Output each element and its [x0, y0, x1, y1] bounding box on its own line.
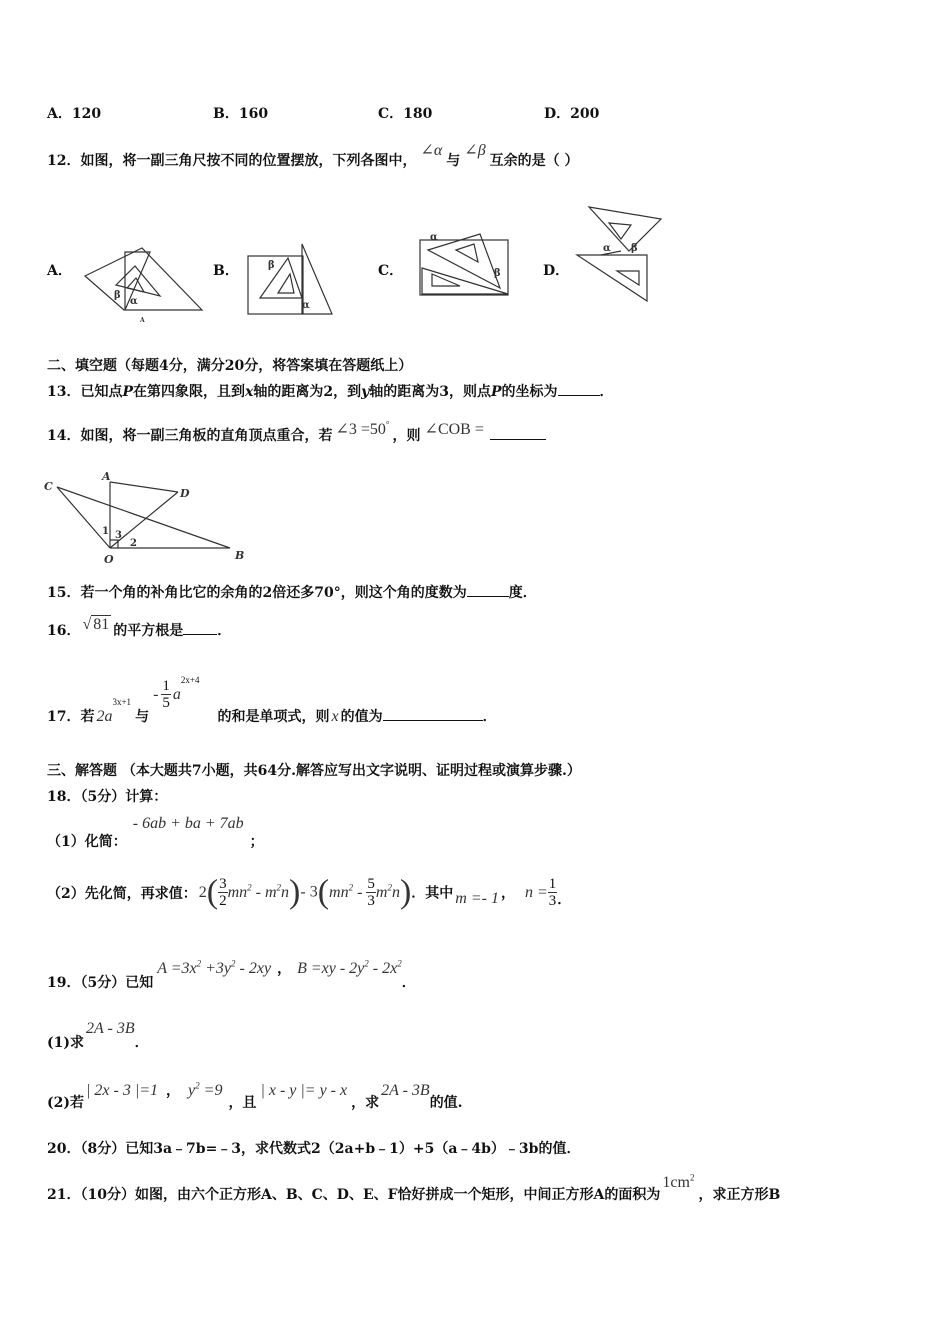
q19-and: ，且: [228, 1095, 257, 1111]
q18-frac2: [366, 876, 376, 909]
q18-mn: mn: [227, 884, 248, 902]
question-19-part2: [47, 1080, 463, 1114]
q17-term1: 2a: [96, 707, 113, 725]
q15-answer-blank[interactable]: [467, 582, 509, 597]
q13-end: ．: [599, 384, 614, 400]
q12-stem-end: 互余的是（ ）: [489, 153, 579, 169]
q19-p2-end: 的值.: [429, 1095, 463, 1111]
fig-c-alpha: α: [430, 232, 438, 243]
question-18-part1: [47, 815, 264, 855]
q19-p2-expression: 2A - 3B: [381, 1082, 430, 1099]
q16-radicand: 81: [93, 616, 110, 633]
q14-angle3-value: ∠3 =50: [335, 421, 386, 438]
fig14-line-ad: [110, 482, 178, 492]
q19-abs2: | x - y |= y - x: [260, 1082, 348, 1099]
q14-degree: °: [385, 419, 390, 430]
fig14-label-1: 1: [102, 526, 109, 537]
q19-sq-5: 2: [195, 1080, 200, 1091]
q17-frac-num: 1: [162, 678, 170, 694]
option-d: D．200: [544, 106, 600, 122]
q17-text: 的和是单项式，则: [217, 708, 330, 725]
q19-p1-label: (1)求: [47, 1035, 84, 1051]
q19-b-2: - 2x: [368, 960, 398, 977]
q18-sq-3: 2: [348, 882, 354, 893]
fig-a-dot: A: [140, 317, 145, 324]
fig-b-beta: β: [268, 260, 275, 271]
figure-12d: [575, 205, 665, 305]
q18-p1-label: （1）化简：: [47, 834, 127, 850]
q19-sq-1: 2: [196, 958, 202, 969]
q18-paren-close-1: ): [289, 873, 301, 911]
fig-b-triangle-2: [260, 258, 302, 298]
fig-b-alpha: α: [302, 300, 310, 311]
question-18-title: 18．（5分）计算：: [47, 789, 168, 805]
q19-y: y: [188, 1082, 196, 1099]
q18-frac1: [218, 876, 228, 909]
fig-a-triangle-1: [85, 248, 202, 310]
q13-x: x: [245, 384, 254, 400]
q19-a-expression: [157, 960, 271, 977]
q18-frac1-num: 3: [219, 876, 227, 892]
q17-end: ．: [482, 708, 497, 725]
q21-sq: 2: [689, 1172, 695, 1183]
q17-answer-blank[interactable]: [383, 706, 483, 721]
q18-paren-open-1: (: [206, 873, 219, 911]
question-13: [47, 381, 614, 401]
q13-y: y: [361, 384, 370, 400]
q16-end: ．: [217, 623, 232, 639]
q19-sq-4: 2: [397, 958, 402, 969]
option-b: B．160: [213, 106, 269, 122]
q21-text-b: ，求正方形B: [698, 1187, 781, 1203]
q19-find: ，求: [351, 1095, 380, 1111]
question-20: 20．（8分）已知3a﹣7b=﹣3，求代数式2（2a+b﹣1）+5（a﹣4b）﹣3b的值．: [47, 1141, 581, 1157]
q18-frac2-den: 3: [367, 893, 375, 909]
q18-term-mn2-b: [329, 884, 366, 901]
q18-n-eq: n =: [524, 883, 548, 901]
q17-text-b: 的值为: [340, 708, 383, 725]
figure-12a: [80, 240, 210, 325]
q12-stem: 12．如图，将一副三角尺按不同的位置摆放，下列各图中，: [47, 153, 417, 169]
fig-a-beta: β: [114, 290, 121, 301]
q13-text-d: 轴的距离为3，则点: [369, 384, 492, 400]
q19-comma-1: ，: [166, 1083, 181, 1099]
q18-where: ．其中: [411, 885, 454, 902]
question-18-part2: [47, 873, 572, 926]
fig-label-c: C．: [378, 263, 404, 279]
q14-answer-blank[interactable]: [490, 425, 546, 440]
q13-answer-blank[interactable]: [558, 381, 600, 396]
fig14-label-3: 3: [115, 530, 122, 541]
q18-term-m2n: [376, 884, 400, 901]
q19-a-2: +3y: [201, 960, 232, 977]
fig-b-inner: [278, 274, 294, 293]
q18-p1-expression: - 6ab + ba + 7ab: [132, 815, 244, 832]
question-15: [47, 582, 537, 602]
figure-14: [40, 468, 255, 568]
q17-a: a: [172, 685, 181, 703]
figure-12b: [240, 238, 336, 320]
question-19-part1: [47, 1018, 149, 1052]
fig-d-triangle-2: [577, 255, 647, 301]
q18-p1-end: ；: [249, 834, 264, 850]
q18-sq-2: 2: [276, 882, 282, 893]
q16-text: 的平方根是: [113, 623, 184, 639]
q17-frac-den: 5: [162, 695, 170, 711]
q15-text-a: 15．若一个角的补角比它的余角的2倍还多70°，则这个角的度数为: [47, 585, 467, 601]
q18-p2-label: （2）先化简，再求值：: [47, 885, 197, 902]
q18-p2-coef: 2: [198, 883, 207, 901]
q19-sq-3: 2: [364, 958, 369, 969]
q18-minus3: - 3: [300, 883, 318, 901]
question-19: [47, 958, 416, 992]
q18-n-frac-num: 1: [548, 876, 557, 892]
angle-alpha: ∠α: [420, 142, 443, 159]
q18-m: - m: [251, 884, 277, 902]
q18-end: ．: [557, 891, 572, 908]
q21-unit: 1cm: [662, 1174, 690, 1191]
q17-exponent2: 2x+4: [180, 674, 200, 685]
q18-frac1-den: 2: [219, 893, 227, 909]
q18-sq-4: 2: [387, 882, 392, 893]
q18-n-frac: [548, 876, 558, 909]
q15-text-b: 度．: [508, 585, 537, 601]
q19-y-value: =9: [199, 1082, 223, 1099]
q13-text-e: 的坐标为: [501, 384, 558, 400]
q16-number: 16．: [47, 623, 81, 639]
fig-label-b: B．: [213, 263, 239, 279]
q19-end: ．: [401, 975, 416, 991]
question-12: [47, 142, 579, 170]
q13-point-p: P: [122, 384, 134, 400]
q12-with: 与: [446, 153, 461, 169]
fig-label-d: D．: [543, 263, 570, 279]
fig-d-beta: β: [631, 243, 638, 254]
fig-label-a: A．: [47, 263, 72, 279]
q19-p2-label: (2)若: [47, 1095, 84, 1111]
q13-text-b: 在第四象限，且到: [133, 384, 246, 400]
fig-d-alpha: α: [603, 243, 611, 254]
q18-paren-close-2: ): [399, 873, 412, 911]
fig-c-beta: β: [494, 268, 501, 279]
q18-n-frac-den: 3: [548, 893, 557, 909]
q17-fraction: [161, 678, 171, 711]
q14-text-a: 14．如图，将一副三角板的直角顶点重合，若: [47, 428, 333, 444]
fig-d-triangle-1: [589, 207, 661, 251]
question-16: [47, 616, 232, 640]
q18-n: n: [281, 884, 290, 902]
option-c: C．180: [378, 106, 433, 122]
q18-sq-1: 2: [247, 882, 252, 893]
q18-n-b: n: [391, 884, 400, 902]
fig-d-inner-1: [609, 223, 631, 239]
q17-exponent1: 3x+1: [112, 696, 132, 707]
option-a: A．120: [47, 106, 102, 122]
q17-x: x: [331, 707, 339, 725]
q14-angle-cob: ∠COB =: [424, 421, 484, 438]
q16-answer-blank[interactable]: [183, 620, 217, 635]
fig-a-alpha: α: [130, 296, 138, 307]
fig14-label-b: B: [235, 549, 245, 562]
q19-b-expression: [297, 960, 402, 977]
q14-angle3: [335, 421, 389, 438]
section-3-title: 三、解答题 （本大题共7小题，共64分.解答应写出文字说明、证明过程或演算步骤.）: [47, 763, 581, 779]
q18-frac2-num: 5: [367, 876, 375, 892]
q19-b-1: B =xy - 2y: [297, 960, 365, 977]
question-14: [47, 419, 546, 445]
q21-area-unit: [662, 1174, 694, 1191]
q18-paren-open-2: (: [317, 873, 330, 911]
q21-text-a: 21．（10分）如图，由六个正方形A、B、C、D、E、F恰好拼成一个矩形，中间正方形A的面积为: [47, 1187, 661, 1203]
q19-a-1: A =3x: [157, 960, 197, 977]
q19-abs1: | 2x - 3 |=1: [86, 1082, 159, 1099]
q19-p1-expression: 2A - 3B: [86, 1020, 135, 1037]
fig14-label-a: A: [102, 470, 111, 483]
angle-beta: ∠β: [464, 142, 486, 159]
q16-sqrt: [82, 616, 111, 634]
q19-y-squared: [188, 1082, 222, 1099]
q19-title: 19．（5分）已知: [47, 975, 154, 991]
sqrt-symbol: √: [82, 616, 92, 633]
fig-b-square: [248, 256, 303, 314]
q19-p1-end: ．: [134, 1035, 149, 1051]
section-2-title: 二、填空题（每题4分，满分20分，将答案填在答题纸上）: [47, 358, 413, 374]
q18-comma: ，: [500, 885, 515, 902]
question-21: [47, 1172, 780, 1206]
fig14-label-o: O: [104, 553, 114, 566]
q17-number: 17．若: [47, 708, 95, 725]
q18-m-value: m =- 1: [455, 889, 499, 907]
q13-point-p-2: P: [491, 384, 502, 400]
q13-text-c: 轴的距离为2，到: [253, 384, 362, 400]
q18-minus: -: [353, 884, 367, 902]
q17-with: 与: [135, 708, 150, 725]
q14-text-b: ，则: [392, 428, 421, 444]
fig14-label-2: 2: [130, 538, 137, 549]
q18-mn-b: mn: [329, 884, 349, 902]
fig14-label-c: C: [44, 480, 53, 493]
figure-12c: [418, 230, 518, 300]
q19-comma: ，: [277, 961, 292, 977]
q17-minus: -: [153, 685, 159, 703]
q19-a-3: - 2xy: [235, 960, 272, 977]
q13-text-a: 13．已知点: [47, 384, 123, 400]
q18-m-b: m: [375, 884, 388, 902]
fig-c-inner-1: [456, 244, 478, 262]
fig14-label-d: D: [180, 487, 190, 500]
question-17: [47, 676, 497, 726]
q19-sq-2: 2: [231, 958, 236, 969]
fig-c-triangle-1: [428, 234, 500, 288]
q18-term-mn2: [228, 884, 289, 901]
